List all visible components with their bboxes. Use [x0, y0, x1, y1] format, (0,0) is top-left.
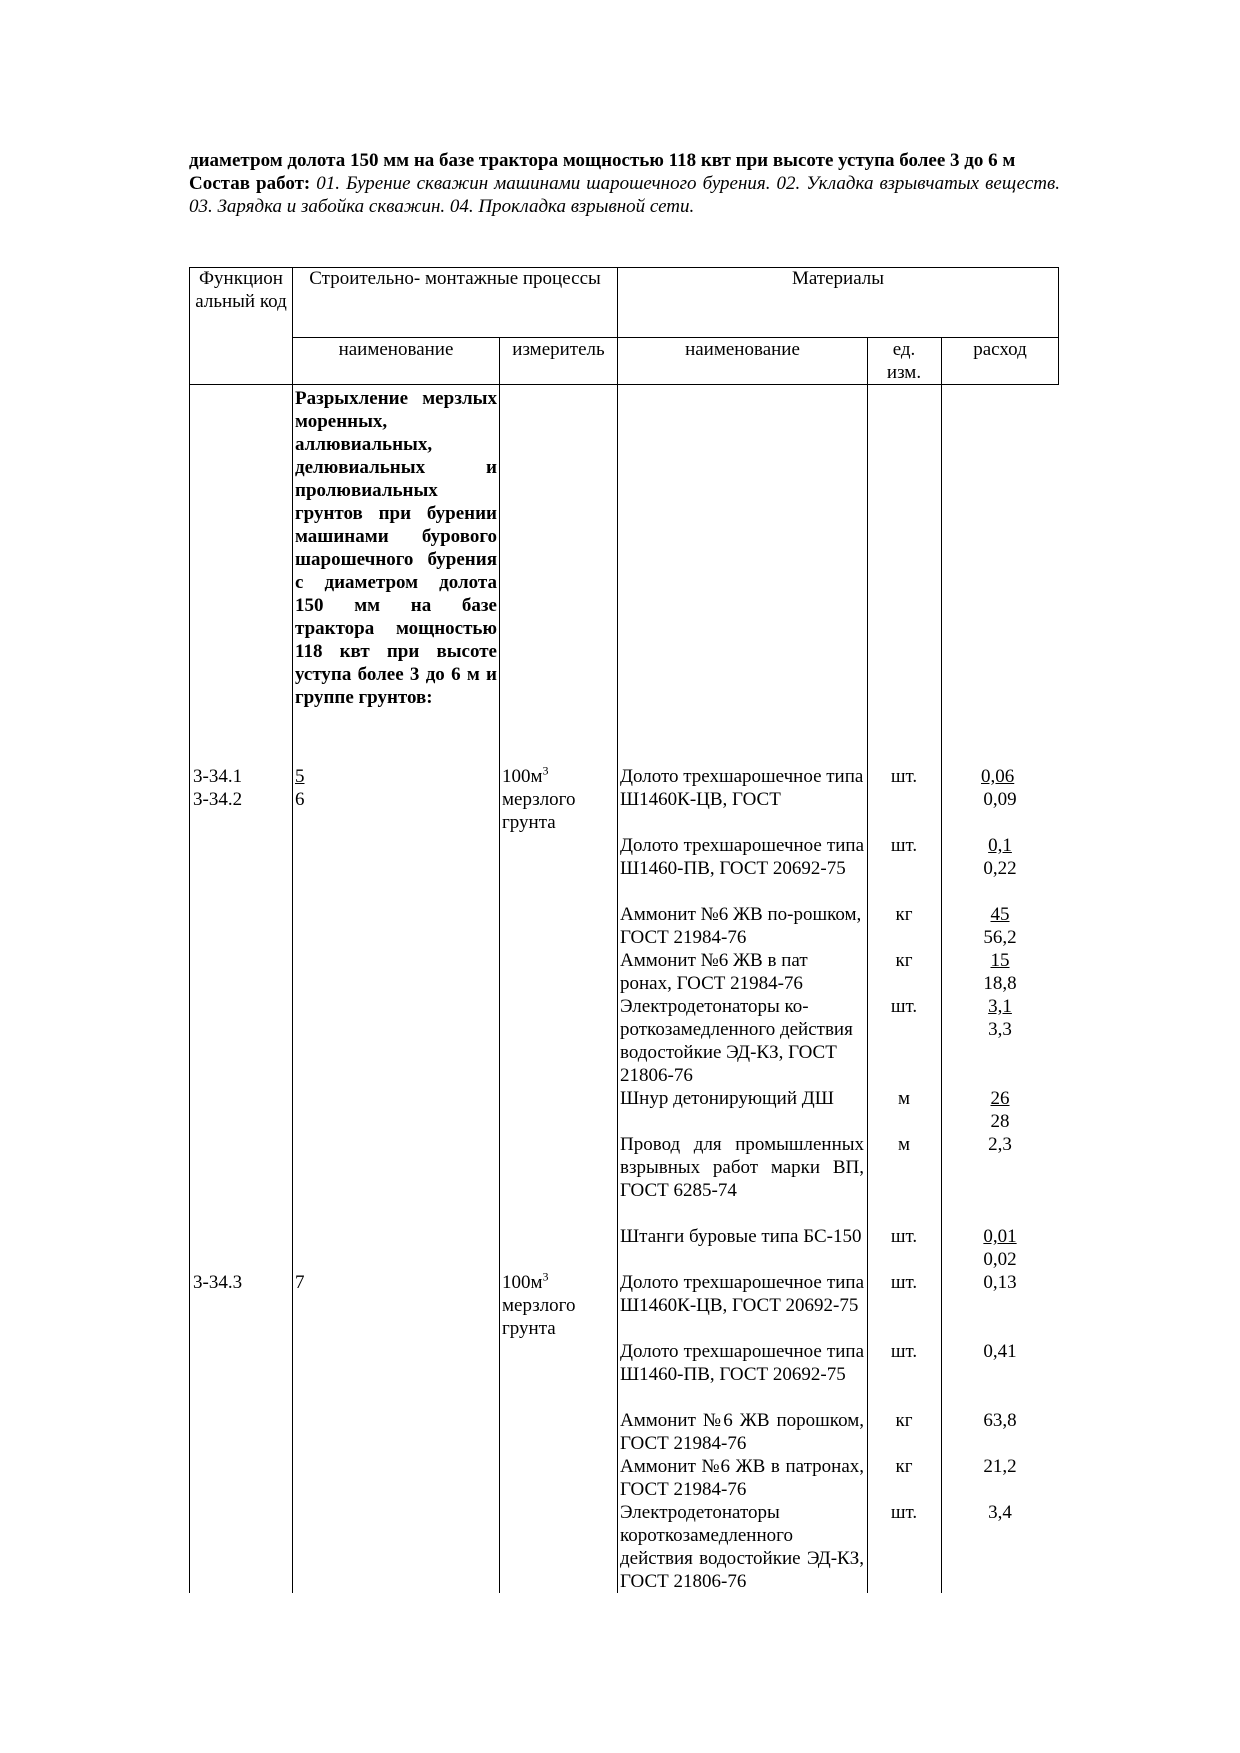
qty-value: 2,3: [988, 1134, 1012, 1155]
qty-group-5: 15: [990, 950, 1010, 971]
table-border-right: [1058, 267, 1059, 385]
meter-description: мерзлого грунта: [502, 789, 576, 833]
material-unit: шт.: [890, 766, 918, 787]
qty-group-5: 0,1: [988, 835, 1012, 856]
material-unit: шт.: [890, 1341, 918, 1362]
material-name: Аммонит №6 ЖВ в пат ронах, ГОСТ 21984-76: [620, 950, 808, 994]
material-qty: [944, 903, 1056, 949]
material-name: Аммонит №6 ЖВ по-рошком, ГОСТ 21984-76: [620, 904, 862, 948]
material-name: Аммонит №6 ЖВ в патронах, ГОСТ 21984-76: [620, 1456, 864, 1500]
material-name: Аммонит №6 ЖВ порошком, ГОСТ 21984-76: [620, 1410, 864, 1454]
work-composition: [189, 172, 1060, 218]
header-bottom-line: [189, 384, 1059, 385]
header-process-name: наименование: [338, 339, 454, 360]
qty-group-6: 0,22: [983, 858, 1017, 879]
qty-group-5: 0,06: [981, 766, 1015, 787]
material-qty: [944, 1225, 1056, 1271]
material-qty: 63,8: [983, 1410, 1017, 1431]
qty-group-5: 26: [990, 1088, 1010, 1109]
header-material-qty: расход: [973, 339, 1027, 360]
column-divider: [617, 267, 618, 1593]
material-name: Долото трехшарошечное типа Ш1460К-ЦВ, ГОСТ: [620, 766, 864, 810]
soil-group-cell: [295, 765, 495, 811]
composition-text: 01. Бурение скважин машинами шарошечного бурения. 02. Укладка взрывчатых веществ. 03. Зарядка и забойка скважин. 04. Прокладка взрывной сети.: [189, 173, 1060, 217]
code-cell: [193, 765, 289, 811]
material-unit: шт.: [890, 835, 918, 856]
material-unit: м: [897, 1134, 911, 1155]
column-divider: [292, 267, 293, 1593]
material-qty: [944, 1087, 1056, 1133]
column-divider: [867, 337, 868, 1593]
material-name: Долото трехшарошечное типа Ш1460-ПВ, ГОСТ 20692-75: [620, 835, 864, 879]
header-material-name: наименование: [685, 339, 800, 360]
material-qty: 3,4: [988, 1502, 1012, 1523]
func-code: 3-34.2: [193, 789, 243, 810]
meter-value: 100м: [502, 766, 543, 787]
meter-description: мерзлого грунта: [502, 1295, 576, 1339]
material-qty: [944, 949, 1056, 995]
meter-cell: [502, 765, 614, 834]
material-name: Штанги буровые типа БС-150: [620, 1226, 862, 1247]
material-qty: [944, 995, 1056, 1041]
meter-cell: [502, 1271, 614, 1340]
composition-label: Состав работ:: [189, 173, 311, 194]
func-code: 3-34.3: [193, 1272, 243, 1293]
material-unit: шт.: [890, 1226, 918, 1247]
soil-group: 6: [295, 789, 305, 810]
page-header: [189, 149, 1060, 218]
qty-group-5: 0,01: [983, 1226, 1017, 1247]
material-qty: 0,41: [983, 1341, 1017, 1362]
material-qty: 0,13: [983, 1272, 1017, 1293]
qty-group-6: 56,2: [983, 927, 1017, 948]
material-unit: шт.: [890, 1502, 918, 1523]
material-unit: кг: [895, 950, 913, 971]
header-process-unit: измеритель: [512, 339, 605, 360]
material-qty: 21,2: [983, 1456, 1017, 1477]
material-qty: [944, 765, 1056, 811]
material-name: Долото трехшарошечное типа Ш1460-ПВ, ГОСТ 20692-75: [620, 1341, 864, 1385]
func-code: 3-34.1: [193, 766, 243, 787]
material-unit: кг: [895, 904, 913, 925]
header-materials: Материалы: [791, 268, 885, 289]
qty-group-5: 3,1: [988, 996, 1012, 1017]
material-unit: шт.: [890, 1272, 918, 1293]
material-name: Электродетонаторы ко-роткозамедленного действия водостойкие ЭД-КЗ, ГОСТ 21806-76: [620, 996, 853, 1086]
material-unit: кг: [895, 1410, 913, 1431]
soil-group: 7: [295, 1272, 305, 1293]
qty-group-5: 45: [990, 904, 1010, 925]
section-title: Разрыхление мерзлых моренных, аллювиальных, делювиальных и пролювиальных грунтов при бурении машинами бурового шарошечного бурения с диаметром долота 150 мм на базе трактора мощностью 118 квт при высоте уступа более 3 до 6 м и группе грунтов:: [295, 388, 497, 708]
material-qty: [944, 834, 1056, 880]
header-func-code: Функцион альный код: [195, 268, 287, 312]
material-name: Электродетонаторы короткозамедленного действия водостойкие ЭД-КЗ, ГОСТ 21806-76: [620, 1502, 864, 1592]
header-processes: Строительно- монтажные процессы: [309, 268, 601, 289]
qty-group-6: 3,3: [988, 1019, 1012, 1040]
material-unit: шт.: [890, 996, 918, 1017]
meter-exponent: 3: [542, 1269, 549, 1284]
materials-table: [189, 267, 1059, 1593]
qty-group-6: 0,02: [983, 1249, 1017, 1270]
column-divider: [941, 337, 942, 1593]
header-material-unit: ед. изм.: [886, 339, 922, 383]
qty-group-6: 0,09: [983, 789, 1017, 810]
meter-exponent: 3: [542, 763, 549, 778]
material-name: Провод для промышленных взрывных работ марки ВП, ГОСТ 6285-74: [620, 1134, 864, 1201]
material-name: Долото трехшарошечное типа Ш1460К-ЦВ, ГОСТ 20692-75: [620, 1272, 864, 1316]
column-divider: [499, 337, 500, 1593]
material-qty: [944, 1133, 1056, 1156]
document-heading: диаметром долота 150 мм на базе трактора мощностью 118 квт при высоте уступа более 3 до 6 м: [189, 150, 1016, 171]
meter-value: 100м: [502, 1272, 543, 1293]
qty-group-6: 18,8: [983, 973, 1017, 994]
qty-group-6: 28: [990, 1111, 1010, 1132]
soil-group: 5: [295, 766, 305, 787]
material-name: Шнур детонирующий ДШ: [620, 1088, 834, 1109]
table-border-left: [189, 267, 190, 1593]
material-unit: м: [897, 1088, 911, 1109]
material-unit: кг: [895, 1456, 913, 1477]
